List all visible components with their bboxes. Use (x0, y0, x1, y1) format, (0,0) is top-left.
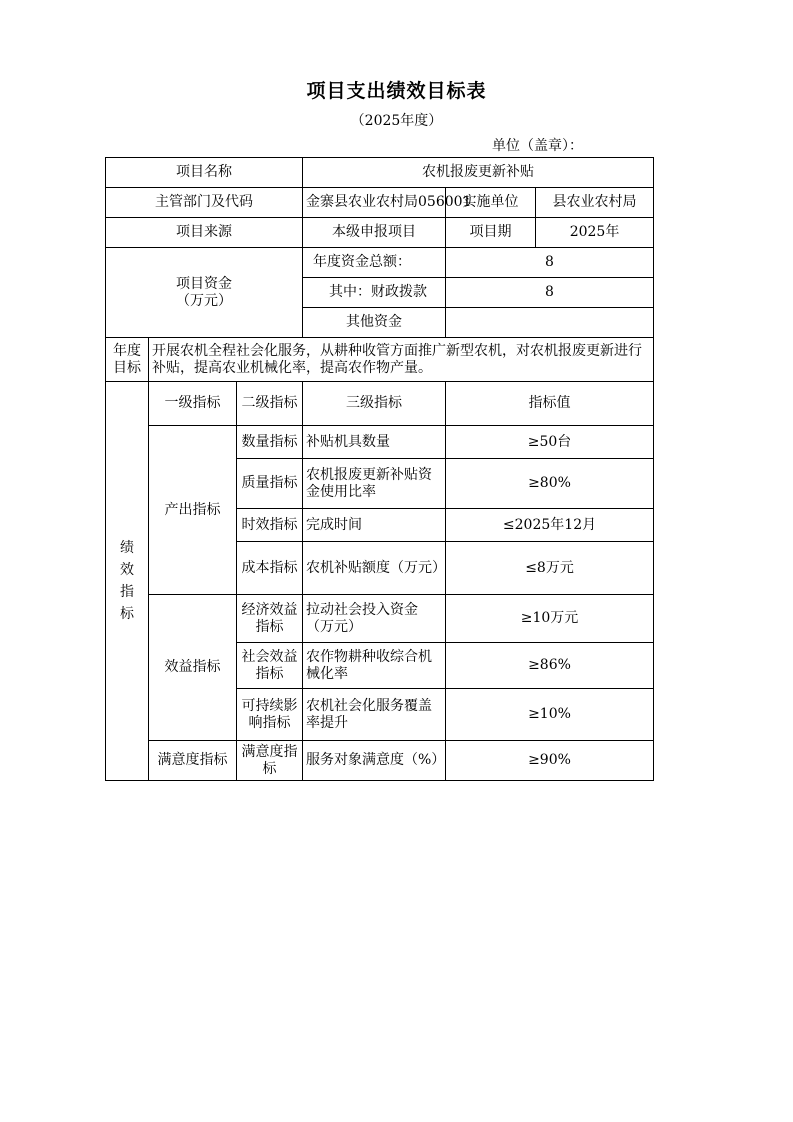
annual-total-label: 年度资金总额： (303, 248, 446, 278)
level2-indicator: 数量指标 (237, 426, 303, 459)
performance-target-table (105, 157, 654, 781)
header-level3: 三级指标 (303, 382, 446, 426)
other-funds-label: 其他资金 (303, 308, 446, 338)
indicator-row (106, 426, 654, 459)
funds-total-row (106, 248, 654, 278)
fiscal-year: （2025年度） (350, 113, 443, 129)
indicator-row (106, 595, 654, 643)
level2-indicator: 经济效益指标 (237, 595, 303, 643)
fiscal-allocation-value: 8 (446, 278, 654, 308)
implementing-unit-value: 县农业农村局 (536, 188, 654, 218)
unit-seal-label: 单位（盖章）： (492, 138, 583, 154)
annual-goal-label: 年度 目标 (106, 338, 149, 382)
project-source-value: 本级申报项目 (303, 218, 446, 248)
indicator-value: ≥50台 (446, 426, 654, 459)
level3-indicator: 农机报废更新补贴资金使用比率 (303, 459, 446, 509)
header-level1: 一级指标 (149, 382, 237, 426)
indicator-value: ≤2025年12月 (446, 509, 654, 542)
indicator-header-row (106, 382, 654, 426)
level3-indicator: 服务对象满意度（%） (303, 741, 446, 781)
annual-goal-row (106, 338, 654, 382)
implementing-unit-label: 实施单位 (446, 188, 536, 218)
indicator-value: ≥90% (446, 741, 654, 781)
project-name-row (106, 158, 654, 188)
level3-indicator: 农机社会化服务覆盖率提升 (303, 689, 446, 741)
level3-indicator: 补贴机具数量 (303, 426, 446, 459)
level2-indicator: 社会效益指标 (237, 643, 303, 689)
other-funds-value (446, 308, 654, 338)
indicator-value: ≥10万元 (446, 595, 654, 643)
header-value: 指标值 (446, 382, 654, 426)
level3-indicator: 农作物耕种收综合机械化率 (303, 643, 446, 689)
project-source-label: 项目来源 (106, 218, 303, 248)
department-label: 主管部门及代码 (106, 188, 303, 218)
level2-indicator: 成本指标 (237, 542, 303, 595)
department-row (106, 188, 654, 218)
level3-indicator: 农机补贴额度（万元） (303, 542, 446, 595)
annual-goal-text: 开展农机全程社会化服务，从耕种收管方面推广新型农机，对农机报废更新进行补贴，提高农业机械化率，提高农作物产量。 (149, 338, 654, 382)
performance-indicators-label: 绩 效 指 标 (106, 382, 149, 781)
indicator-value: ≥80% (446, 459, 654, 509)
benefit-indicators-label: 效益指标 (149, 595, 237, 741)
level2-indicator: 满意度指标 (237, 741, 303, 781)
indicator-value: ≥86% (446, 643, 654, 689)
satisfaction-indicators-label: 满意度指标 (149, 741, 237, 781)
project-name-label: 项目名称 (106, 158, 303, 188)
level3-indicator: 完成时间 (303, 509, 446, 542)
department-value: 金寨县农业农村局056001 (303, 188, 446, 218)
indicator-value: ≥10% (446, 689, 654, 741)
project-name-value: 农机报废更新补贴 (303, 158, 654, 188)
source-row (106, 218, 654, 248)
project-period-label: 项目期 (446, 218, 536, 248)
level2-indicator: 时效指标 (237, 509, 303, 542)
annual-total-value: 8 (446, 248, 654, 278)
level2-indicator: 可持续影响指标 (237, 689, 303, 741)
output-indicators-label: 产出指标 (149, 426, 237, 595)
indicator-value: ≤8万元 (446, 542, 654, 595)
header-level2: 二级指标 (237, 382, 303, 426)
fiscal-allocation-label: 其中：财政拨款 (303, 278, 446, 308)
project-funds-label: 项目资金 （万元） (106, 248, 303, 338)
level3-indicator: 拉动社会投入资金（万元） (303, 595, 446, 643)
project-period-value: 2025年 (536, 218, 654, 248)
level2-indicator: 质量指标 (237, 459, 303, 509)
page-title: 项目支出绩效目标表 (306, 80, 487, 102)
indicator-row (106, 741, 654, 781)
